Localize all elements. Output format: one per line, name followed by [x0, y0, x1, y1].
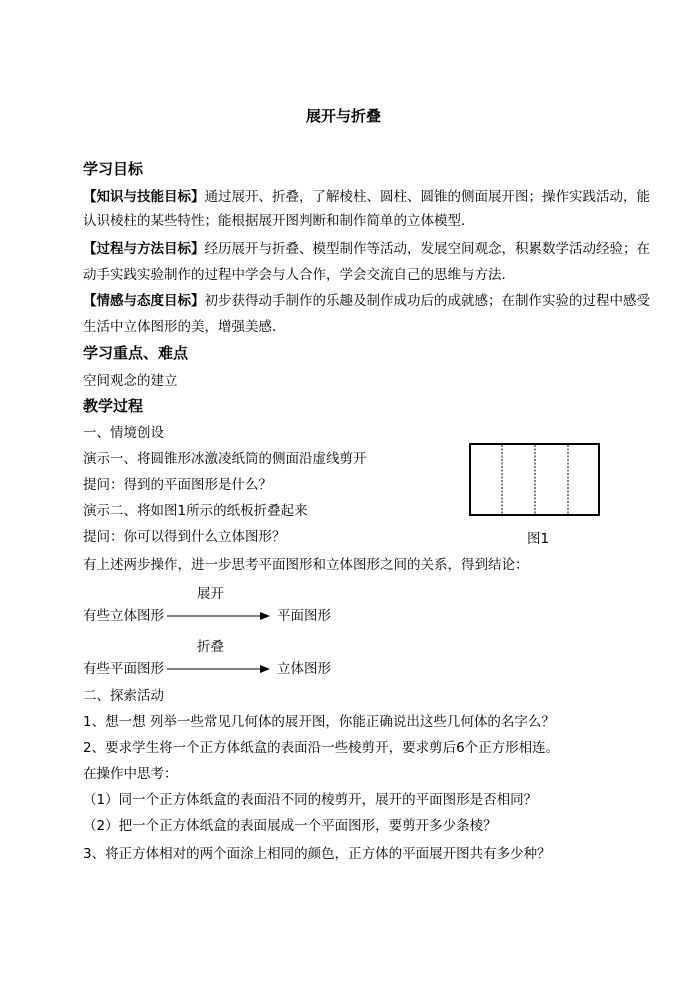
conclusion-text: 有上述两步操作，进一步思考平面图形和立体图形之间的关系，得到结论：: [83, 557, 529, 573]
goal-emotion-line-2: 生活中立体图形的美，增强美感．: [83, 319, 286, 335]
arrow2-right-text: 立体图形: [277, 661, 331, 677]
focus-heading: 学习重点、难点: [83, 344, 189, 362]
goal-knowledge-text: 通过展开、折叠，了解棱柱、圆柱、圆锥的侧面展开图；操作实践活动，能: [204, 189, 650, 205]
arrow1-right-text: 平面图形: [277, 608, 331, 624]
focus-text: 空间观念的建立: [83, 373, 178, 389]
arrow2-left-text: 有些平面图形: [83, 661, 164, 677]
arrow1-left-text: 有些立体图形: [83, 608, 164, 624]
activity-item-1: 1、想一想 列举一些常见几何体的展开图，你能正确说出这些几何体的名字么？: [83, 714, 555, 730]
goals-heading: 学习目标: [83, 160, 144, 178]
think-prompt: 在操作中思考：: [83, 766, 178, 782]
activity-item-3: 3、将正方体相对的两个面涂上相同的颜色，正方体的平面展开图共有多少种？: [83, 846, 551, 862]
goal-process-line-2: 动手实践实验制作的过程中学会与人合作，学会交流自己的思维与方法．: [83, 267, 515, 283]
question2-text: 提问：你可以得到什么立体图形？: [83, 529, 286, 545]
process-heading: 教学过程: [83, 397, 144, 415]
goal-emotion-tag: 【情感与态度目标】: [83, 293, 205, 309]
sub-question-1: （1）同一个正方体纸盒的表面沿不同的棱剪开，展开的平面图形是否相同？: [83, 792, 538, 808]
activity-item-2: 2、要求学生将一个正方体纸盒的表面沿一些棱剪开，要求剪后6个正方形相连。: [83, 740, 560, 756]
figure1-caption: 图1: [527, 531, 550, 547]
goal-process-text: 经历展开与折叠、模型制作等活动，发展空间观念，积累数学活动经验；在: [204, 241, 650, 257]
goal-knowledge-line-2: 认识棱柱的某些特性；能根据展开图判断和制作简单的立体模型．: [83, 213, 475, 229]
sub-question-2: （2）把一个正方体纸盒的表面展成一个平面图形，要剪开多少条棱？: [83, 818, 497, 834]
part1-heading: 一、情境创设: [83, 425, 164, 441]
demo1-text: 演示一、将圆锥形冰激凌纸筒的侧面沿虚线剪开: [83, 451, 367, 467]
page-title: 展开与折叠: [306, 107, 382, 125]
goal-knowledge-tag: 【知识与技能目标】: [83, 189, 205, 205]
arrow1-label: 展开: [197, 586, 224, 602]
goal-process-tag: 【过程与方法目标】: [83, 241, 205, 257]
part2-heading: 二、探索活动: [83, 688, 164, 704]
arrow2-label: 折叠: [197, 639, 224, 655]
goal-emotion-text: 初步获得动手制作的乐趣及制作成功后的成就感；在制作实验的过程中感受: [204, 293, 650, 309]
question1-text: 提问：得到的平面图形是什么？: [83, 477, 272, 493]
demo2-text: 演示二、将如图1所示的纸板折叠起来: [83, 503, 308, 519]
